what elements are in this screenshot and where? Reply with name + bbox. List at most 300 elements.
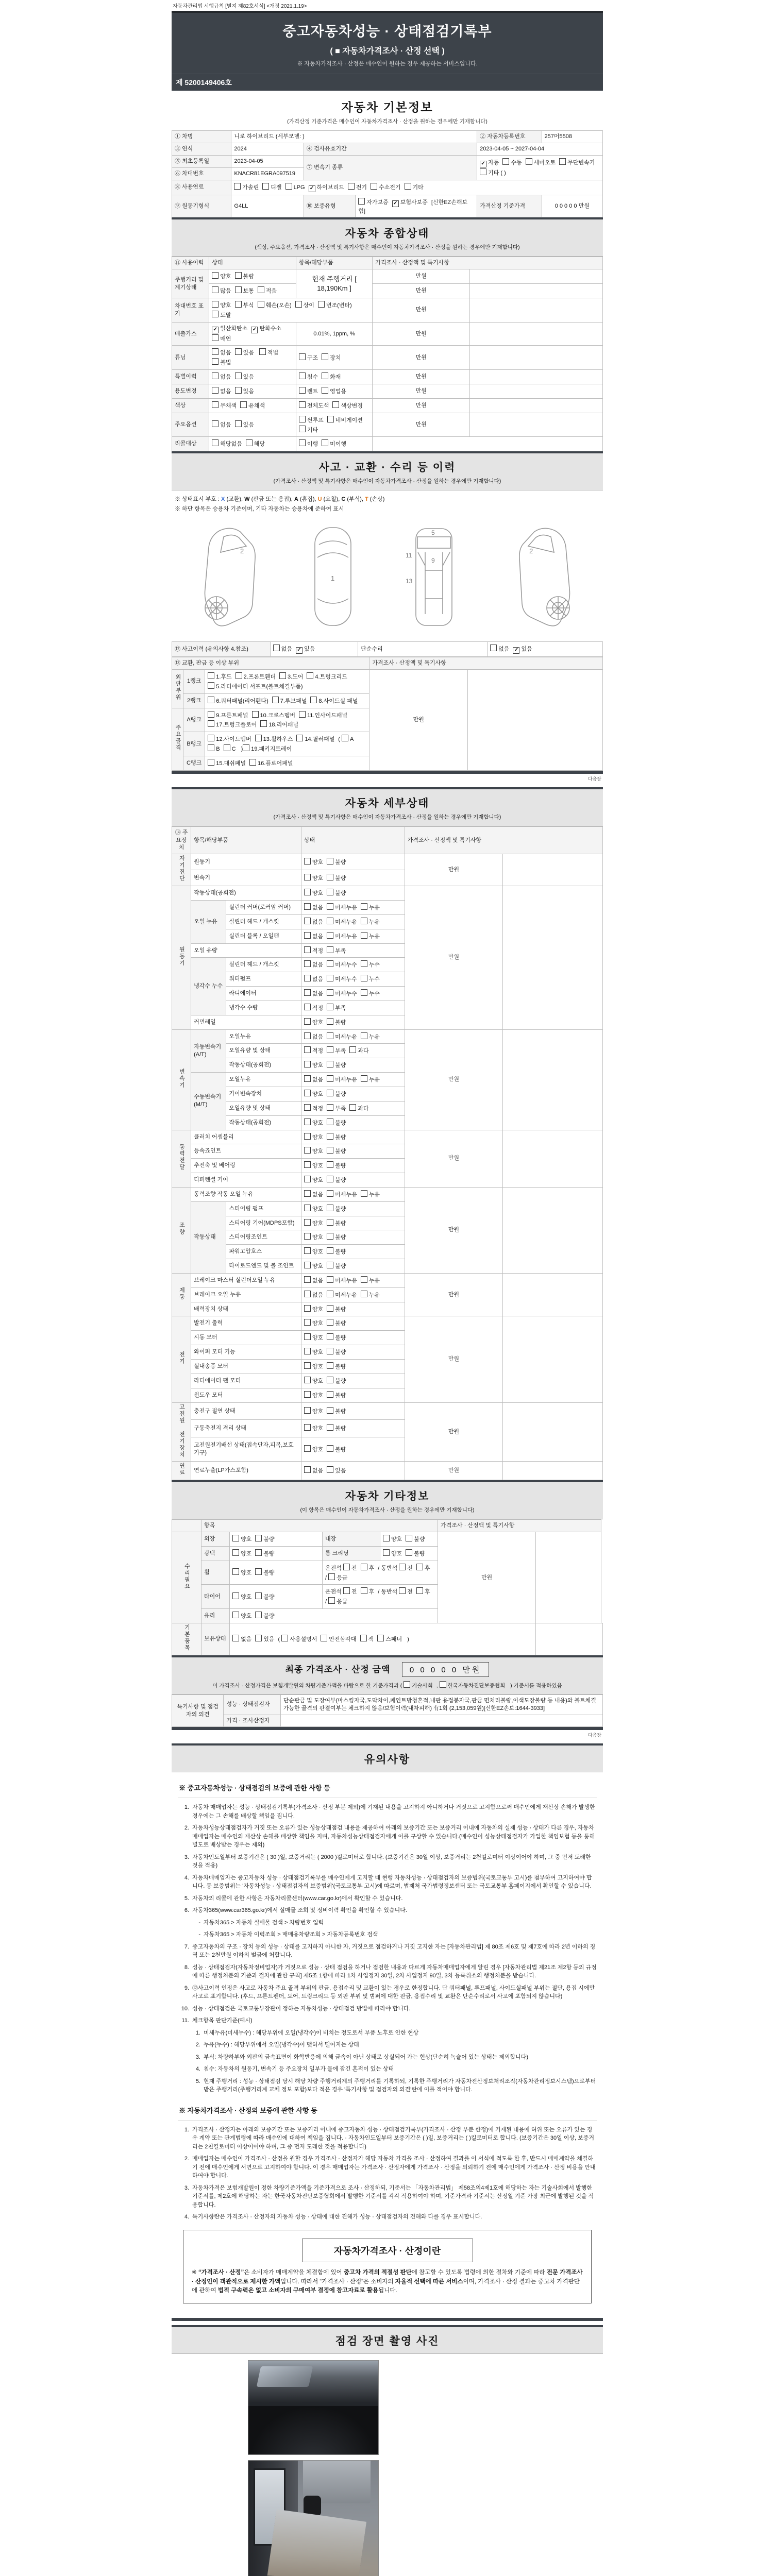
checkbox-box-icon[interactable] — [318, 301, 325, 308]
checkbox-unchecked[interactable] — [349, 1104, 368, 1113]
checkbox-box-icon[interactable] — [208, 697, 214, 703]
checkbox-unchecked[interactable] — [559, 158, 595, 167]
checkbox-unchecked[interactable] — [328, 1573, 347, 1582]
checkbox-unchecked[interactable] — [285, 183, 305, 192]
checkbox-box-icon[interactable] — [361, 1564, 367, 1570]
checkbox-box-icon[interactable] — [327, 1305, 333, 1312]
checkbox-unchecked[interactable] — [304, 1319, 323, 1328]
checkbox-box-icon[interactable] — [360, 1635, 367, 1641]
checkbox-unchecked[interactable] — [327, 416, 363, 425]
checkbox-box-icon[interactable] — [502, 158, 509, 165]
checkbox-unchecked[interactable] — [235, 348, 254, 357]
checkbox-unchecked[interactable] — [327, 946, 346, 955]
checkbox-unchecked[interactable] — [304, 1176, 323, 1184]
checkbox-unchecked[interactable] — [299, 372, 318, 381]
checkbox-unchecked[interactable] — [332, 401, 363, 410]
checkbox-unchecked[interactable] — [371, 183, 401, 192]
checkbox-unchecked[interactable] — [235, 387, 254, 396]
checkbox-box-icon[interactable] — [232, 1592, 239, 1599]
checkbox-unchecked[interactable] — [232, 1612, 251, 1620]
checkbox-box-icon[interactable] — [327, 932, 333, 939]
checkbox-box-icon[interactable] — [304, 1333, 311, 1340]
checkbox-unchecked[interactable] — [406, 1535, 425, 1544]
checkbox-unchecked[interactable] — [361, 1032, 380, 1041]
checkbox-box-icon[interactable] — [304, 1377, 311, 1383]
checkbox-unchecked[interactable] — [399, 1564, 413, 1572]
checkbox-box-icon[interactable] — [299, 426, 306, 432]
checkbox-unchecked[interactable] — [416, 1587, 430, 1596]
checkbox-unchecked[interactable] — [212, 358, 231, 367]
checkbox-unchecked[interactable] — [304, 1466, 323, 1475]
checkbox-box-icon[interactable] — [304, 1407, 311, 1414]
checkbox-unchecked[interactable] — [327, 1233, 346, 1242]
checkbox-box-icon[interactable] — [304, 858, 311, 865]
checkbox-unchecked[interactable] — [304, 1362, 323, 1371]
checkbox-box-icon[interactable]: ✓ — [513, 647, 519, 654]
checkbox-unchecked[interactable] — [304, 1061, 323, 1070]
checkbox-unchecked[interactable] — [304, 858, 323, 867]
checkbox-box-icon[interactable] — [304, 1061, 311, 1067]
checkbox-box-icon[interactable] — [212, 348, 219, 355]
checkbox-unchecked[interactable] — [212, 439, 242, 448]
checkbox-unchecked[interactable] — [327, 1061, 346, 1070]
checkbox-unchecked[interactable] — [322, 387, 346, 396]
checkbox-box-icon[interactable] — [304, 1219, 311, 1226]
checkbox-unchecked[interactable] — [304, 932, 323, 941]
checkbox-unchecked[interactable] — [327, 1262, 346, 1270]
checkbox-box-icon[interactable] — [252, 711, 259, 718]
checkbox-box-icon[interactable] — [255, 1568, 262, 1575]
checkbox-box-icon[interactable] — [349, 1104, 356, 1111]
checkbox-box-icon[interactable] — [327, 1466, 333, 1473]
checkbox-box-icon[interactable] — [235, 387, 242, 394]
checkbox-unchecked[interactable] — [304, 1424, 323, 1433]
checkbox-box-icon[interactable] — [358, 198, 365, 205]
checkbox-unchecked[interactable] — [342, 735, 354, 743]
checkbox-unchecked[interactable] — [208, 711, 248, 720]
checkbox-unchecked[interactable] — [490, 645, 509, 653]
checkbox-box-icon[interactable] — [361, 1190, 367, 1197]
checkbox-unchecked[interactable] — [304, 946, 323, 955]
checkbox-unchecked[interactable] — [212, 372, 231, 381]
checkbox-unchecked[interactable] — [304, 1133, 323, 1142]
checkbox-box-icon[interactable] — [208, 744, 214, 751]
checkbox-box-icon[interactable] — [361, 1075, 367, 1082]
checkbox-box-icon[interactable] — [212, 439, 219, 446]
checkbox-unchecked[interactable] — [304, 1104, 323, 1113]
checkbox-box-icon[interactable] — [304, 1262, 311, 1268]
checkbox-box-icon[interactable] — [327, 416, 334, 422]
checkbox-box-icon[interactable] — [404, 1681, 410, 1688]
checkbox-box-icon[interactable] — [322, 439, 328, 446]
checkbox-unchecked[interactable] — [327, 1348, 346, 1357]
checkbox-box-icon[interactable] — [304, 874, 311, 880]
checkbox-box-icon[interactable] — [299, 372, 306, 379]
checkbox-box-icon[interactable] — [349, 1046, 356, 1053]
checkbox-unchecked[interactable] — [327, 903, 357, 912]
checkbox-box-icon[interactable] — [304, 1004, 311, 1010]
checkbox-box-icon[interactable] — [304, 889, 311, 895]
checkbox-box-icon[interactable] — [235, 348, 242, 355]
checkbox-unchecked[interactable] — [383, 1549, 402, 1558]
checkbox-unchecked[interactable] — [212, 311, 231, 319]
checkbox-box-icon[interactable] — [327, 1147, 333, 1154]
checkbox-unchecked[interactable] — [299, 387, 318, 396]
checkbox-box-icon[interactable] — [304, 1046, 311, 1053]
checkbox-box-icon[interactable] — [249, 759, 256, 766]
checkbox-checked[interactable] — [212, 325, 247, 333]
checkbox-box-icon[interactable] — [255, 1592, 262, 1599]
checkbox-box-icon[interactable] — [327, 1276, 333, 1283]
checkbox-box-icon[interactable] — [235, 272, 242, 279]
checkbox-unchecked[interactable] — [361, 989, 380, 998]
checkbox-unchecked[interactable] — [224, 744, 236, 753]
checkbox-unchecked[interactable] — [361, 1190, 380, 1199]
checkbox-unchecked[interactable] — [246, 439, 265, 448]
checkbox-box-icon[interactable] — [327, 1090, 333, 1096]
checkbox-box-icon[interactable] — [232, 1568, 239, 1575]
checkbox-unchecked[interactable] — [299, 711, 347, 720]
checkbox-box-icon[interactable] — [327, 1133, 333, 1140]
checkbox-box-icon[interactable] — [212, 301, 219, 308]
checkbox-box-icon[interactable] — [260, 720, 267, 727]
checkbox-box-icon[interactable] — [361, 932, 367, 939]
checkbox-box-icon[interactable] — [327, 1348, 333, 1354]
checkbox-box-icon[interactable] — [406, 1549, 412, 1556]
checkbox-unchecked[interactable] — [327, 960, 357, 969]
checkbox-box-icon[interactable] — [304, 1233, 311, 1240]
checkbox-box-icon[interactable] — [327, 1205, 333, 1211]
checkbox-box-icon[interactable] — [212, 387, 219, 394]
checkbox-unchecked[interactable] — [327, 874, 346, 883]
checkbox-box-icon[interactable] — [224, 744, 230, 751]
checkbox-unchecked[interactable] — [259, 348, 278, 357]
checkbox-box-icon[interactable] — [327, 1190, 333, 1197]
checkbox-unchecked[interactable] — [262, 183, 281, 192]
checkbox-unchecked[interactable] — [212, 286, 231, 295]
checkbox-unchecked[interactable] — [208, 682, 303, 691]
checkbox-unchecked[interactable] — [327, 989, 357, 998]
checkbox-box-icon[interactable] — [327, 1018, 333, 1025]
checkbox-box-icon[interactable] — [273, 645, 280, 651]
checkbox-checked[interactable] — [392, 199, 428, 207]
checkbox-unchecked[interactable] — [304, 1276, 323, 1285]
checkbox-box-icon[interactable] — [258, 301, 264, 308]
checkbox-box-icon[interactable] — [255, 1612, 262, 1618]
checkbox-unchecked[interactable] — [243, 744, 292, 753]
checkbox-unchecked[interactable] — [304, 1377, 323, 1385]
checkbox-box-icon[interactable] — [361, 1291, 367, 1297]
checkbox-box-icon[interactable] — [299, 416, 306, 422]
checkbox-unchecked[interactable] — [208, 744, 220, 753]
checkbox-box-icon[interactable] — [440, 1681, 446, 1688]
checkbox-unchecked[interactable] — [299, 439, 318, 448]
checkbox-unchecked[interactable] — [327, 1362, 346, 1371]
checkbox-box-icon[interactable] — [235, 420, 242, 427]
checkbox-unchecked[interactable] — [260, 720, 298, 729]
checkbox-unchecked[interactable] — [322, 372, 341, 381]
checkbox-unchecked[interactable] — [295, 301, 314, 310]
checkbox-unchecked[interactable] — [299, 416, 324, 425]
checkbox-unchecked[interactable] — [208, 720, 257, 729]
checkbox-unchecked[interactable] — [327, 1291, 357, 1299]
checkbox-unchecked[interactable] — [258, 286, 277, 295]
checkbox-box-icon[interactable] — [212, 358, 219, 365]
checkbox-unchecked[interactable] — [361, 932, 380, 941]
checkbox-unchecked[interactable] — [304, 975, 323, 984]
checkbox-box-icon[interactable] — [304, 946, 311, 953]
checkbox-box-icon[interactable] — [304, 1118, 311, 1125]
checkbox-unchecked[interactable] — [304, 1075, 323, 1084]
checkbox-unchecked[interactable] — [327, 1219, 346, 1228]
checkbox-box-icon[interactable] — [327, 1061, 333, 1067]
checkbox-box-icon[interactable] — [304, 1391, 311, 1398]
checkbox-box-icon[interactable] — [328, 1597, 335, 1604]
checkbox-unchecked[interactable] — [304, 1205, 323, 1213]
checkbox-unchecked[interactable] — [304, 1305, 323, 1314]
checkbox-box-icon[interactable] — [327, 1362, 333, 1369]
checkbox-unchecked[interactable] — [304, 1233, 323, 1242]
checkbox-box-icon[interactable] — [299, 711, 306, 718]
checkbox-box-icon[interactable] — [343, 1587, 350, 1594]
checkbox-unchecked[interactable] — [296, 735, 334, 743]
checkbox-unchecked[interactable] — [304, 1291, 323, 1299]
checkbox-unchecked[interactable] — [304, 960, 323, 969]
checkbox-box-icon[interactable] — [285, 183, 292, 190]
checkbox-unchecked[interactable] — [304, 1348, 323, 1357]
checkbox-box-icon[interactable] — [208, 711, 214, 718]
checkbox-box-icon[interactable] — [304, 903, 311, 910]
checkbox-unchecked[interactable] — [281, 1635, 317, 1643]
checkbox-box-icon[interactable] — [559, 158, 566, 165]
checkbox-box-icon[interactable] — [212, 311, 219, 317]
checkbox-unchecked[interactable] — [304, 1090, 323, 1098]
checkbox-box-icon[interactable] — [327, 1046, 333, 1053]
checkbox-box-icon[interactable] — [327, 989, 333, 996]
checkbox-unchecked[interactable] — [327, 1075, 357, 1084]
checkbox-box-icon[interactable] — [416, 1587, 423, 1594]
checkbox-unchecked[interactable] — [307, 672, 347, 681]
checkbox-unchecked[interactable] — [235, 286, 254, 295]
checkbox-box-icon[interactable] — [361, 918, 367, 924]
checkbox-unchecked[interactable] — [327, 1466, 346, 1475]
checkbox-unchecked[interactable] — [255, 735, 293, 743]
checkbox-unchecked[interactable] — [327, 1407, 346, 1416]
checkbox-unchecked[interactable] — [406, 1549, 425, 1558]
checkbox-unchecked[interactable] — [304, 918, 323, 926]
checkbox-unchecked[interactable] — [304, 903, 323, 912]
checkbox-box-icon[interactable] — [232, 1549, 239, 1556]
checkbox-box-icon[interactable] — [235, 301, 242, 308]
checkbox-unchecked[interactable] — [304, 1445, 323, 1454]
checkbox-box-icon[interactable] — [232, 1612, 239, 1618]
checkbox-unchecked[interactable] — [304, 874, 323, 883]
checkbox-box-icon[interactable] — [304, 975, 311, 981]
checkbox-box-icon[interactable] — [361, 960, 367, 967]
checkbox-box-icon[interactable] — [208, 682, 214, 689]
checkbox-box-icon[interactable] — [304, 1090, 311, 1096]
checkbox-box-icon[interactable] — [304, 1305, 311, 1312]
checkbox-unchecked[interactable] — [327, 1118, 346, 1127]
checkbox-box-icon[interactable] — [327, 1075, 333, 1082]
checkbox-box-icon[interactable] — [327, 1445, 333, 1452]
checkbox-box-icon[interactable] — [310, 697, 317, 703]
checkbox-box-icon[interactable] — [232, 1535, 239, 1541]
checkbox-box-icon[interactable] — [212, 272, 219, 279]
checkbox-box-icon[interactable] — [255, 1549, 262, 1556]
checkbox-unchecked[interactable] — [299, 353, 318, 362]
checkbox-box-icon[interactable] — [383, 1549, 390, 1556]
checkbox-unchecked[interactable] — [232, 1568, 251, 1577]
checkbox-unchecked[interactable] — [327, 1424, 346, 1433]
checkbox-box-icon[interactable] — [304, 1075, 311, 1082]
checkbox-unchecked[interactable] — [404, 1681, 433, 1689]
checkbox-unchecked[interactable] — [361, 1587, 375, 1596]
checkbox-box-icon[interactable] — [304, 1032, 311, 1039]
checkbox-box-icon[interactable] — [258, 286, 264, 293]
checkbox-box-icon[interactable] — [361, 1276, 367, 1283]
checkbox-unchecked[interactable] — [299, 401, 329, 410]
checkbox-box-icon[interactable] — [322, 387, 328, 394]
checkbox-unchecked[interactable] — [348, 183, 367, 192]
checkbox-box-icon[interactable] — [272, 697, 279, 703]
checkbox-checked[interactable] — [309, 184, 344, 192]
checkbox-box-icon[interactable] — [212, 401, 219, 408]
checkbox-checked[interactable] — [513, 646, 532, 654]
checkbox-unchecked[interactable] — [304, 1407, 323, 1416]
checkbox-unchecked[interactable] — [361, 960, 380, 969]
checkbox-box-icon[interactable] — [212, 286, 219, 293]
checkbox-box-icon[interactable] — [399, 1587, 406, 1594]
checkbox-box-icon[interactable] — [377, 1635, 384, 1641]
checkbox-box-icon[interactable] — [304, 1319, 311, 1326]
checkbox-unchecked[interactable] — [255, 1592, 274, 1601]
checkbox-unchecked[interactable] — [304, 1391, 323, 1400]
checkbox-box-icon[interactable] — [327, 1176, 333, 1182]
checkbox-unchecked[interactable] — [383, 1535, 402, 1544]
checkbox-unchecked[interactable] — [304, 1147, 323, 1156]
checkbox-box-icon[interactable] — [236, 672, 242, 679]
checkbox-box-icon[interactable] — [327, 1247, 333, 1254]
checkbox-box-icon[interactable]: ✓ — [296, 647, 303, 654]
checkbox-box-icon[interactable] — [255, 735, 262, 741]
checkbox-box-icon[interactable] — [361, 989, 367, 996]
checkbox-box-icon[interactable] — [304, 1205, 311, 1211]
checkbox-box-icon[interactable] — [304, 1424, 311, 1431]
checkbox-unchecked[interactable] — [208, 735, 251, 743]
checkbox-unchecked[interactable] — [327, 1190, 357, 1199]
checkbox-box-icon[interactable] — [322, 353, 328, 360]
checkbox-box-icon[interactable] — [348, 183, 355, 190]
checkbox-box-icon[interactable] — [259, 348, 266, 355]
checkbox-unchecked[interactable] — [235, 272, 254, 281]
checkbox-box-icon[interactable] — [304, 1190, 311, 1197]
checkbox-unchecked[interactable] — [232, 1592, 251, 1601]
checkbox-unchecked[interactable] — [304, 1247, 323, 1256]
checkbox-box-icon[interactable] — [255, 1635, 262, 1641]
checkbox-box-icon[interactable] — [327, 1333, 333, 1340]
checkbox-box-icon[interactable]: ✓ — [480, 161, 486, 167]
checkbox-box-icon[interactable] — [327, 1319, 333, 1326]
checkbox-unchecked[interactable] — [327, 1018, 346, 1027]
checkbox-box-icon[interactable] — [343, 1564, 350, 1570]
checkbox-box-icon[interactable] — [327, 889, 333, 895]
checkbox-unchecked[interactable] — [321, 1635, 356, 1643]
checkbox-unchecked[interactable] — [304, 989, 323, 998]
checkbox-unchecked[interactable] — [322, 439, 346, 448]
checkbox-box-icon[interactable] — [328, 1573, 335, 1580]
checkbox-unchecked[interactable] — [327, 1205, 346, 1213]
checkbox-unchecked[interactable] — [327, 1090, 346, 1098]
checkbox-unchecked[interactable] — [526, 158, 556, 167]
checkbox-unchecked[interactable] — [235, 372, 254, 381]
checkbox-unchecked[interactable] — [327, 918, 357, 926]
checkbox-unchecked[interactable] — [349, 1046, 368, 1055]
checkbox-unchecked[interactable] — [212, 420, 231, 429]
checkbox-unchecked[interactable] — [255, 1535, 274, 1544]
checkbox-box-icon[interactable] — [526, 158, 532, 165]
checkbox-box-icon[interactable] — [304, 1147, 311, 1154]
checkbox-unchecked[interactable] — [502, 158, 522, 167]
checkbox-checked[interactable] — [480, 159, 499, 167]
checkbox-box-icon[interactable] — [327, 1377, 333, 1383]
checkbox-box-icon[interactable] — [208, 672, 214, 679]
checkbox-box-icon[interactable] — [361, 1032, 367, 1039]
checkbox-box-icon[interactable] — [234, 183, 241, 190]
checkbox-unchecked[interactable] — [304, 1262, 323, 1270]
checkbox-box-icon[interactable] — [361, 975, 367, 981]
checkbox-box-icon[interactable] — [327, 858, 333, 865]
checkbox-checked[interactable] — [251, 325, 281, 333]
checkbox-box-icon[interactable] — [327, 903, 333, 910]
checkbox-unchecked[interactable] — [327, 1133, 346, 1142]
checkbox-unchecked[interactable] — [405, 183, 424, 192]
checkbox-unchecked[interactable] — [208, 697, 268, 705]
checkbox-box-icon[interactable] — [322, 372, 328, 379]
checkbox-unchecked[interactable] — [235, 420, 254, 429]
checkbox-box-icon[interactable] — [399, 1564, 406, 1570]
checkbox-unchecked[interactable] — [255, 1568, 274, 1577]
checkbox-box-icon[interactable] — [327, 1118, 333, 1125]
checkbox-unchecked[interactable] — [304, 1161, 323, 1170]
checkbox-box-icon[interactable] — [327, 1004, 333, 1010]
checkbox-unchecked[interactable] — [343, 1587, 357, 1596]
checkbox-box-icon[interactable] — [480, 168, 486, 175]
checkbox-box-icon[interactable] — [304, 960, 311, 967]
checkbox-box-icon[interactable] — [327, 918, 333, 924]
checkbox-box-icon[interactable] — [383, 1535, 390, 1541]
checkbox-unchecked[interactable] — [327, 1004, 346, 1012]
checkbox-box-icon[interactable] — [327, 1233, 333, 1240]
checkbox-box-icon[interactable] — [332, 401, 339, 408]
checkbox-box-icon[interactable] — [304, 1466, 311, 1473]
checkbox-unchecked[interactable] — [318, 301, 352, 310]
checkbox-unchecked[interactable] — [304, 1018, 323, 1027]
checkbox-unchecked[interactable] — [232, 1635, 251, 1643]
checkbox-box-icon[interactable]: ✓ — [309, 185, 315, 192]
checkbox-box-icon[interactable] — [212, 334, 219, 341]
checkbox-box-icon[interactable] — [262, 183, 269, 190]
checkbox-box-icon[interactable] — [307, 672, 313, 679]
checkbox-unchecked[interactable] — [208, 672, 231, 681]
checkbox-unchecked[interactable] — [327, 1319, 346, 1328]
checkbox-unchecked[interactable] — [327, 1276, 357, 1285]
checkbox-unchecked[interactable] — [361, 1291, 380, 1299]
checkbox-box-icon[interactable] — [299, 401, 306, 408]
checkbox-unchecked[interactable] — [327, 858, 346, 867]
checkbox-checked[interactable] — [296, 646, 315, 654]
checkbox-unchecked[interactable] — [255, 1635, 274, 1643]
